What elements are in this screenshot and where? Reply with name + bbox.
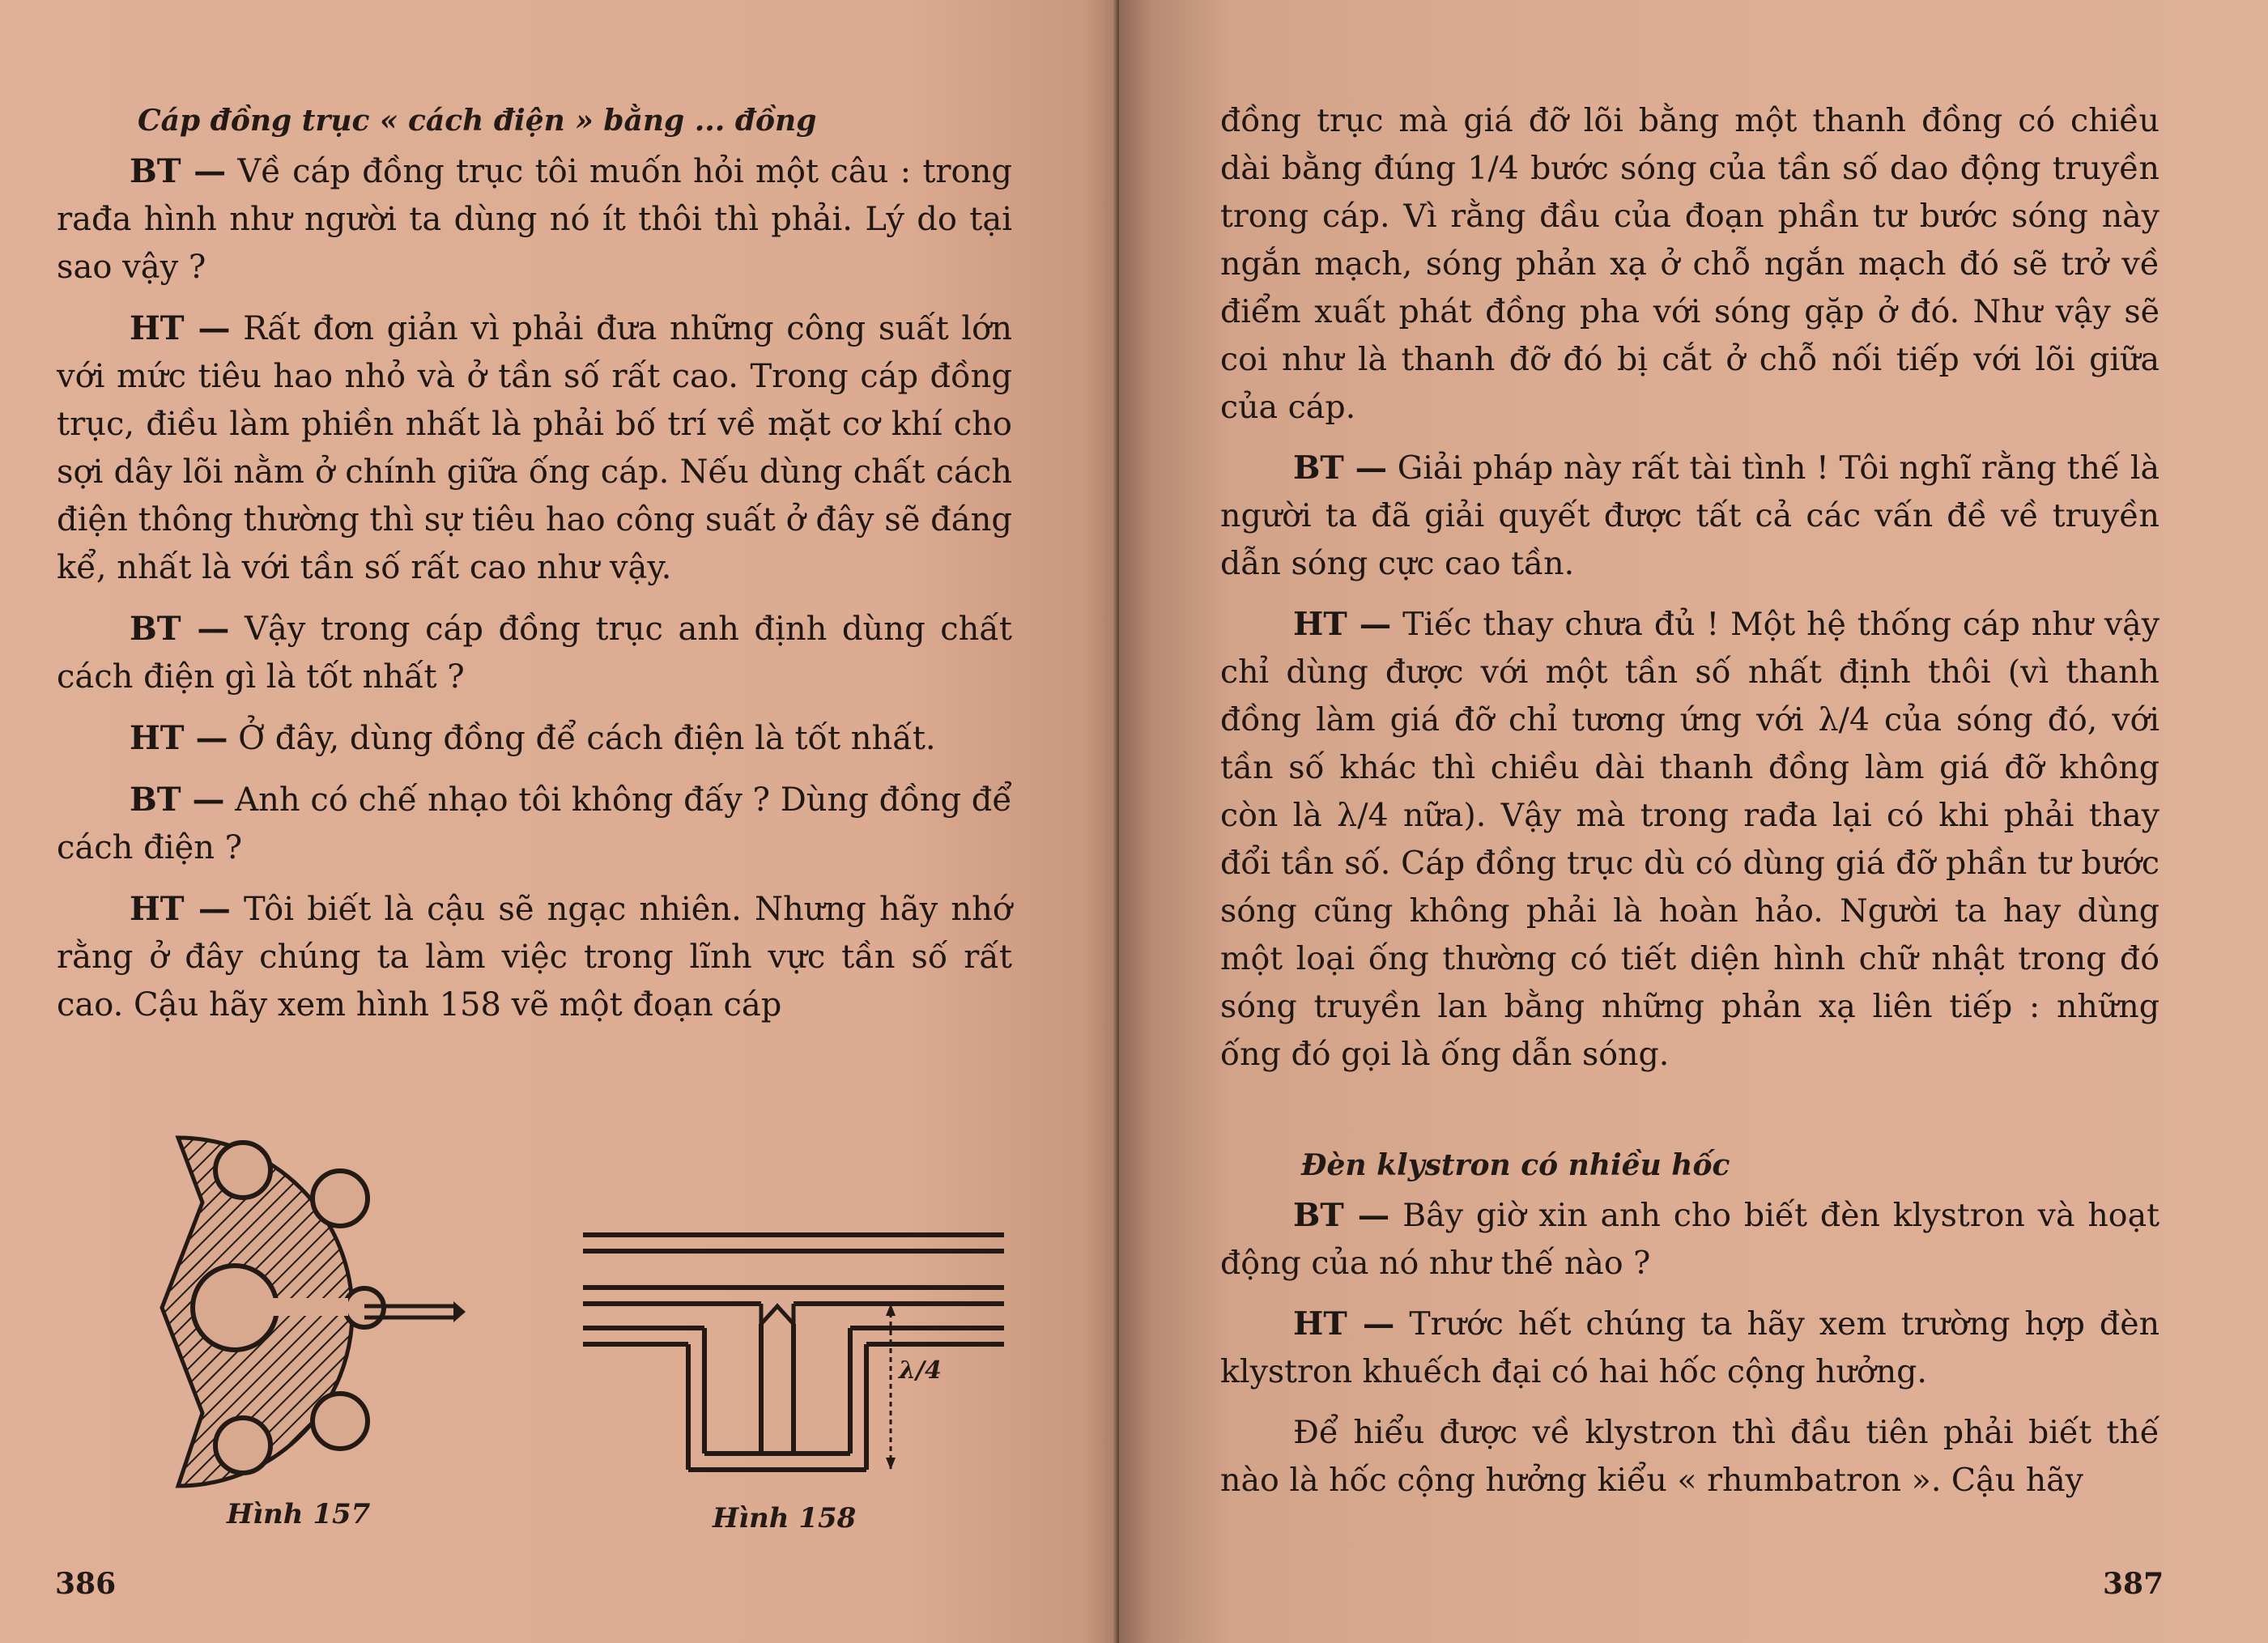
figure-157-drawing — [146, 1122, 486, 1494]
paragraph-text: Về cáp đồng trục tôi muốn hỏi một câu : trong rađa hình như người ta dùng nó ít thôi thì phải. Lý do tại sao vậy ? — [57, 153, 1012, 286]
section-gap — [1220, 1092, 2159, 1142]
paragraph — [1220, 1409, 2159, 1505]
figure-157-caption: Hình 157 — [227, 1498, 371, 1530]
paragraph-text: Trước hết chúng ta hãy xem trường hợp đèn klystron khuếch đại có hai hốc cộng hưởng. — [1220, 1305, 2160, 1390]
paragraph — [1220, 1192, 2159, 1288]
section-heading: Cáp đồng trục « cách điện » bằng ... đồng — [138, 104, 817, 138]
paragraph — [1220, 1300, 2159, 1396]
figure-158-caption: Hình 158 — [713, 1502, 857, 1534]
speaker-label: BT — — [130, 610, 230, 648]
paragraph-text: Rất đơn giản vì phải đưa những công suất lớn với mức tiêu hao nhỏ và ở tần số rất cao. Trong cáp đồng trục, điều làm phiền nhất là phải bố trí về mặt cơ khí cho sợi dây lõi nằm ở chính giữa ống cáp. Nếu dùng chất cách điện thông thường thì sự tiêu hao công suất ở đây sẽ đáng kể, nhất là với tần số rất cao như vậy. — [57, 310, 1013, 586]
speaker-label: HT — — [1293, 606, 1392, 643]
left-page — [0, 0, 1119, 1643]
paragraph — [57, 605, 1012, 701]
page-number-left: 386 — [55, 1567, 117, 1601]
figures-area — [0, 1122, 1020, 1559]
speaker-label: BT — — [130, 152, 227, 190]
paragraph — [1220, 445, 2159, 588]
paragraph — [57, 147, 1012, 292]
paragraph-text: Vậy trong cáp đồng trục anh định dùng chất cách điện gì là tốt nhất ? — [57, 611, 1012, 696]
speaker-label: BT — — [1293, 449, 1388, 487]
right-text-column — [1220, 97, 2159, 1517]
speaker-label: HT — — [130, 309, 231, 347]
paragraph-text: Giải pháp này rất tài tình ! Tôi nghĩ rằng thế là người ta đã giải quyết được tất cả các vấn đề về truyền dẫn sóng cực cao tần. — [1220, 449, 2159, 582]
paragraph-text: Anh có chế nhạo tôi không đấy ? Dùng đồng để cách điện ? — [57, 781, 1013, 866]
paragraph — [1220, 97, 2159, 432]
speaker-label: BT — — [1293, 1197, 1390, 1234]
paragraph-text: Bây giờ xin anh cho biết đèn klystron và hoạt động của nó như thế nào ? — [1220, 1197, 2160, 1282]
speaker-label: HT — — [130, 890, 231, 928]
paragraph-text: đồng trục mà giá đỡ lõi bằng một thanh đồng có chiều dài bằng đúng 1/4 bước sóng của tần số dao động truyền trong cáp. Vì rằng đầu của đoạn phần tư bước sóng này ngắn mạch, sóng phản xạ ở chỗ ngắn mạch đó sẽ trở về điểm xuất phát đồng pha với sóng gặp ở đó. Như vậy sẽ coi như là thanh đỡ đó bị cắt ở chỗ nối tiếp với lõi giữa của cáp. — [1220, 102, 2159, 426]
right-page — [1119, 0, 2268, 1643]
paragraph — [57, 885, 1012, 1029]
speaker-label: HT — — [130, 719, 228, 757]
paragraph — [1220, 601, 2159, 1079]
figure-158-drawing — [575, 1219, 1012, 1486]
paragraph-text: Để hiểu được về klystron thì đầu tiên phải biết thế nào là hốc cộng hưởng kiểu « rhumbatron ». Cậu hãy — [1220, 1414, 2159, 1499]
speaker-label: HT — — [1293, 1305, 1395, 1343]
paragraph-text: Tôi biết là cậu sẽ ngạc nhiên. Nhưng hãy nhớ rằng ở đây chúng ta làm việc trong lĩnh vực tần số rất cao. Cậu hãy xem hình 158 vẽ một đoạn cáp — [57, 891, 1012, 1024]
section-heading: Đèn klystron có nhiều hốc — [1301, 1148, 1730, 1182]
paragraph-text: Ở đây, dùng đồng để cách điện là tốt nhất. — [228, 720, 936, 757]
lambda-quarter-label: λ/4 — [899, 1356, 942, 1385]
paragraph — [57, 304, 1012, 592]
page-number-right: 387 — [2103, 1567, 2164, 1601]
paragraph — [57, 776, 1012, 872]
left-text-column — [57, 97, 1012, 1042]
speaker-label: BT — — [130, 781, 225, 819]
paragraph — [57, 714, 1012, 763]
paragraph-text: Tiếc thay chưa đủ ! Một hệ thống cáp như vậy chỉ dùng được với một tần số nhất định thôi (vì thanh đồng làm giá đỡ chỉ tương ứng với λ/4 của sóng đó, với tần số khác thì chiều dài thanh đồng làm giá đỡ không còn là λ/4 nữa). Vậy mà trong rađa lại có khi phải thay đổi tần số. Cáp đồng trục dù có dùng giá đỡ phần tư bước sóng cũng không phải là hoàn hảo. Người ta hay dùng một loại ống thường có tiết diện hình chữ nhật trong đó sóng truyền lan bằng những phản xạ liên tiếp : những ống đó gọi là ống dẫn sóng. — [1220, 606, 2160, 1073]
